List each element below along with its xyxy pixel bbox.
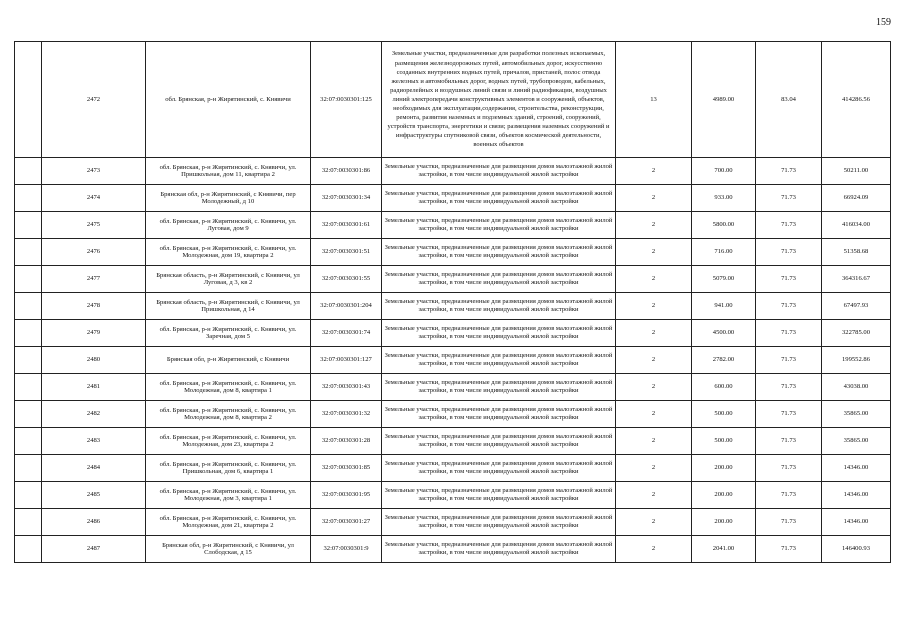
cell-cadastral-number: 32:07:0030301:74 (311, 320, 382, 347)
cell-group-code: 2 (616, 158, 692, 185)
cell-land-use: Земельные участки, предназначенные для размещения домов малоэтажной жилой застройки, в том числе индивидуальной жилой застройки (382, 455, 616, 482)
table-row (15, 185, 891, 212)
cell-blank (15, 42, 42, 158)
cell-area: 5079.00 (692, 266, 756, 293)
cell-area: 716.00 (692, 239, 756, 266)
cell-address: обл. Брянская, р-н Жирятинский, с. Княвичи, ул. Молодежная, дом 8, квартира 1 (146, 374, 311, 401)
cell-row-number: 2480 (42, 347, 146, 374)
cell-address: Брянская область, р-н Жирятинский, с Княвичи, ул Луговая, д 3, кв 2 (146, 266, 311, 293)
cell-land-use: Земельные участки, предназначенные для размещения домов малоэтажной жилой застройки, в том числе индивидуальной жилой застройки (382, 374, 616, 401)
cell-rate: 71.73 (756, 482, 822, 509)
cell-row-number: 2474 (42, 185, 146, 212)
cell-cadastral-number: 32:07:0030301:34 (311, 185, 382, 212)
cell-area: 200.00 (692, 482, 756, 509)
cell-rate: 71.73 (756, 158, 822, 185)
cell-cadastral-number: 32:07:0030301:86 (311, 158, 382, 185)
table-row (15, 293, 891, 320)
cell-row-number: 2477 (42, 266, 146, 293)
cell-group-code: 2 (616, 212, 692, 239)
cell-land-use: Земельные участки, предназначенные для размещения домов малоэтажной жилой застройки, в том числе индивидуальной жилой застройки (382, 185, 616, 212)
cell-group-code: 2 (616, 455, 692, 482)
cell-area: 600.00 (692, 374, 756, 401)
cell-row-number: 2484 (42, 455, 146, 482)
cell-blank (15, 482, 42, 509)
cell-land-use: Земельные участки, предназначенные для размещения домов малоэтажной жилой застройки, в том числе индивидуальной жилой застройки (382, 482, 616, 509)
cell-group-code: 2 (616, 374, 692, 401)
cell-cadastral-value: 50211.00 (822, 158, 891, 185)
cell-cadastral-number: 32:07:0030301:204 (311, 293, 382, 320)
cell-address: Брянская обл, р-н Жирятинский, с Княвичи, ул Слободская, д 15 (146, 536, 311, 563)
table-row (15, 212, 891, 239)
cell-cadastral-number: 32:07:0030301:27 (311, 509, 382, 536)
page-number: 159 (876, 17, 891, 28)
cell-land-use: Земельные участки, предназначенные для размещения домов малоэтажной жилой застройки, в том числе индивидуальной жилой застройки (382, 320, 616, 347)
cell-cadastral-value: 67497.93 (822, 293, 891, 320)
cell-blank (15, 185, 42, 212)
cell-group-code: 13 (616, 42, 692, 158)
cell-row-number: 2482 (42, 401, 146, 428)
cell-row-number: 2486 (42, 509, 146, 536)
cell-cadastral-value: 14346.00 (822, 509, 891, 536)
table-row (15, 266, 891, 293)
cell-area: 500.00 (692, 401, 756, 428)
cell-blank (15, 509, 42, 536)
cell-cadastral-number: 32:07:0030301:28 (311, 428, 382, 455)
cell-group-code: 2 (616, 185, 692, 212)
cell-rate: 71.73 (756, 347, 822, 374)
cell-land-use: Земельные участки, предназначенные для размещения домов малоэтажной жилой застройки, в том числе индивидуальной жилой застройки (382, 428, 616, 455)
cell-rate: 71.73 (756, 455, 822, 482)
cell-cadastral-value: 51358.68 (822, 239, 891, 266)
cell-rate: 71.73 (756, 401, 822, 428)
cell-blank (15, 158, 42, 185)
cell-cadastral-number: 32:07:0030301:125 (311, 42, 382, 158)
cell-cadastral-value: 414286.56 (822, 42, 891, 158)
table-row (15, 509, 891, 536)
cell-blank (15, 536, 42, 563)
cell-cadastral-value: 43038.00 (822, 374, 891, 401)
table-row (15, 320, 891, 347)
cell-area: 941.00 (692, 293, 756, 320)
cell-land-use: Земельные участки, предназначенные для размещения домов малоэтажной жилой застройки, в том числе индивидуальной жилой застройки (382, 401, 616, 428)
cell-cadastral-number: 32:07:0030301:51 (311, 239, 382, 266)
cell-land-use: Земельные участки, предназначенные для размещения домов малоэтажной жилой застройки, в том числе индивидуальной жилой застройки (382, 266, 616, 293)
cell-area: 4500.00 (692, 320, 756, 347)
cell-row-number: 2472 (42, 42, 146, 158)
cell-blank (15, 212, 42, 239)
cell-cadastral-number: 32:07:0030301:85 (311, 455, 382, 482)
cell-rate: 71.73 (756, 185, 822, 212)
cell-address: обл. Брянская, р-н Жирятинский, с. Княвичи, ул. Луговая, дом 9 (146, 212, 311, 239)
cell-address: обл. Брянская, р-н Жирятинский, с. Княвичи, ул. Заречная, дом 5 (146, 320, 311, 347)
cell-area: 2041.00 (692, 536, 756, 563)
table-row (15, 158, 891, 185)
cell-address: обл. Брянская, р-н Жирятинский, с. Княвичи, ул. Пришкольная, дом 11, квартира 2 (146, 158, 311, 185)
table-row (15, 455, 891, 482)
cell-cadastral-number: 32:07:0030301:95 (311, 482, 382, 509)
cell-address: обл. Брянская, р-н Жирятинский, с. Княвичи, ул. Молодежная, дом 3, квартира 1 (146, 482, 311, 509)
cell-rate: 71.73 (756, 374, 822, 401)
cell-address: обл. Брянская, р-н Жирятинский, с. Княвичи (146, 42, 311, 158)
cell-row-number: 2487 (42, 536, 146, 563)
cell-cadastral-value: 322785.00 (822, 320, 891, 347)
cell-rate: 71.73 (756, 266, 822, 293)
cell-cadastral-number: 32:07:0030301:61 (311, 212, 382, 239)
cell-rate: 71.73 (756, 239, 822, 266)
cell-rate: 71.73 (756, 293, 822, 320)
cell-cadastral-number: 32:07:0030301:9 (311, 536, 382, 563)
cell-area: 933.00 (692, 185, 756, 212)
cell-rate: 83.04 (756, 42, 822, 158)
table-row (15, 239, 891, 266)
cell-address: обл. Брянская, р-н Жирятинский, с. Княвичи, ул. Молодежная, дом 23, квартира 2 (146, 428, 311, 455)
cell-address: обл. Брянская, р-н Жирятинский, с. Княвичи, ул. Молодежная, дом 19, квартира 2 (146, 239, 311, 266)
cell-cadastral-number: 32:07:0030301:127 (311, 347, 382, 374)
cell-area: 200.00 (692, 455, 756, 482)
cell-row-number: 2475 (42, 212, 146, 239)
cell-area: 4989.00 (692, 42, 756, 158)
cell-group-code: 2 (616, 509, 692, 536)
cell-row-number: 2476 (42, 239, 146, 266)
cell-group-code: 2 (616, 347, 692, 374)
cell-area: 200.00 (692, 509, 756, 536)
table-row (15, 428, 891, 455)
cell-row-number: 2481 (42, 374, 146, 401)
cell-land-use: Земельные участки, предназначенные для размещения домов малоэтажной жилой застройки, в том числе индивидуальной жилой застройки (382, 536, 616, 563)
cell-blank (15, 428, 42, 455)
table-row (15, 536, 891, 563)
cell-blank (15, 266, 42, 293)
cell-area: 5800.00 (692, 212, 756, 239)
cell-group-code: 2 (616, 239, 692, 266)
cell-address: Брянская обл, р-н Жирятинский, с Княвичи, пер Молодежный, д 10 (146, 185, 311, 212)
cell-address: Брянская обл, р-н Жирятинский, с Княвичи (146, 347, 311, 374)
cell-address: обл. Брянская, р-н Жирятинский, с. Княвичи, ул. Пришкольная, дом 6, квартира 1 (146, 455, 311, 482)
cell-cadastral-value: 14346.00 (822, 482, 891, 509)
cell-cadastral-value: 364316.67 (822, 266, 891, 293)
cell-blank (15, 401, 42, 428)
cell-land-use: Земельные участки, предназначенные для размещения домов малоэтажной жилой застройки, в том числе индивидуальной жилой застройки (382, 509, 616, 536)
table-row (15, 401, 891, 428)
cell-land-use: Земельные участки, предназначенные для размещения домов малоэтажной жилой застройки, в том числе индивидуальной жилой застройки (382, 212, 616, 239)
cell-cadastral-number: 32:07:0030301:32 (311, 401, 382, 428)
cell-cadastral-value: 199552.86 (822, 347, 891, 374)
cell-address: обл. Брянская, р-н Жирятинский, с. Княвичи, ул. Молодежная, дом 8, квартира 2 (146, 401, 311, 428)
cell-area: 700.00 (692, 158, 756, 185)
cell-row-number: 2485 (42, 482, 146, 509)
cell-rate: 71.73 (756, 428, 822, 455)
table-row (15, 482, 891, 509)
cell-group-code: 2 (616, 428, 692, 455)
cell-blank (15, 293, 42, 320)
cell-rate: 71.73 (756, 212, 822, 239)
cell-blank (15, 320, 42, 347)
cell-land-use: Земельные участки, предназначенные для размещения домов малоэтажной жилой застройки, в том числе индивидуальной жилой застройки (382, 158, 616, 185)
cell-row-number: 2473 (42, 158, 146, 185)
cell-group-code: 2 (616, 536, 692, 563)
cell-address: обл. Брянская, р-н Жирятинский, с. Княвичи, ул. Молодежная, дом 21, квартира 2 (146, 509, 311, 536)
land-plots-table (14, 41, 891, 563)
cell-land-use: Земельные участки, предназначенные для размещения домов малоэтажной жилой застройки, в том числе индивидуальной жилой застройки (382, 239, 616, 266)
cell-group-code: 2 (616, 266, 692, 293)
cell-address: Брянская область, р-н Жирятинский, с Княвичи, ул Пришкольная, д 14 (146, 293, 311, 320)
cell-cadastral-number: 32:07:0030301:43 (311, 374, 382, 401)
table-row (15, 374, 891, 401)
cell-group-code: 2 (616, 293, 692, 320)
cell-land-use: Земельные участки, предназначенные для разработки полезных ископаемых, размещения железнодорожных путей, автомобильных дорог, искусственно созданных внутренних водных путей, причалов, пристаней, полос отвода железных и автомобильных дорог, водных путей, трубопроводов, кабельных, радиорелейных и воздушных линий связи и линий радиофикации, воздушных линий электропередачи конструктивных элементов и сооружений, объектов, необходимых для эксплуатации,содержания, строительства, реконструкции, ремонта, развития наземных и подземных зданий, строений, сооружений, устройств транспорта, энергетики и связи; размещения наземных сооружений и инфраструктуры спутниковой связи, объектов космической деятельности, военных объектов (382, 42, 616, 158)
cell-area: 2782.00 (692, 347, 756, 374)
cell-cadastral-value: 35865.00 (822, 428, 891, 455)
cell-cadastral-value: 416034.00 (822, 212, 891, 239)
cell-rate: 71.73 (756, 509, 822, 536)
table-row (15, 42, 891, 158)
cell-blank (15, 347, 42, 374)
cell-row-number: 2483 (42, 428, 146, 455)
cell-group-code: 2 (616, 320, 692, 347)
cell-blank (15, 455, 42, 482)
table-body (15, 42, 891, 563)
cell-rate: 71.73 (756, 536, 822, 563)
cell-row-number: 2479 (42, 320, 146, 347)
cell-cadastral-value: 66924.09 (822, 185, 891, 212)
cell-cadastral-value: 146400.93 (822, 536, 891, 563)
cell-cadastral-number: 32:07:0030301:55 (311, 266, 382, 293)
cell-row-number: 2478 (42, 293, 146, 320)
cell-land-use: Земельные участки, предназначенные для размещения домов малоэтажной жилой застройки, в том числе индивидуальной жилой застройки (382, 293, 616, 320)
cell-rate: 71.73 (756, 320, 822, 347)
cell-cadastral-value: 14346.00 (822, 455, 891, 482)
cell-blank (15, 239, 42, 266)
cell-group-code: 2 (616, 482, 692, 509)
table-row (15, 347, 891, 374)
cell-area: 500.00 (692, 428, 756, 455)
cell-group-code: 2 (616, 401, 692, 428)
cell-cadastral-value: 35865.00 (822, 401, 891, 428)
cell-land-use: Земельные участки, предназначенные для размещения домов малоэтажной жилой застройки, в том числе индивидуальной жилой застройки (382, 347, 616, 374)
cell-blank (15, 374, 42, 401)
